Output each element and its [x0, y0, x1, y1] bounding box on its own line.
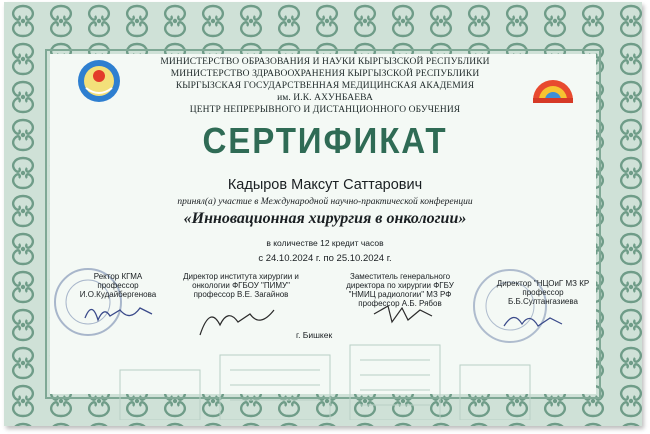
signature-title: Ректор КГМА [93, 272, 143, 281]
header-line-ministry-education: МИНИСТЕРСТВО ОБРАЗОВАНИЯ И НАУКИ КЫРГЫЗСКОЙ РЕСПУБЛИКИ [160, 57, 490, 67]
signature-block-center-director [478, 279, 608, 306]
signature-block-institute-director [166, 272, 316, 299]
header-line-academy-name: им. И.К. АХУНБАЕВА [277, 93, 373, 103]
signature-name: Б.Б.Султангазиева [508, 297, 578, 306]
signature-scribble-sultangazieva [498, 306, 568, 336]
signature-degree: профессор [97, 281, 139, 290]
signature-org: онкологии ФГБОУ "ПИМУ" [192, 281, 290, 290]
signature-org-2: "НМИЦ радиологии" МЗ РФ [348, 290, 452, 299]
header-line-academy: КЫРГЫЗСКАЯ ГОСУДАРСТВЕННАЯ МЕДИЦИНСКАЯ АКАДЕМИЯ [175, 81, 475, 91]
signature-name: профессор В.Е. Загайнов [193, 290, 289, 299]
header-line-center: ЦЕНТР НЕПРЕРЫВНОГО И ДИСТАНЦИОННОГО ОБУЧЕНИЯ [189, 105, 461, 115]
signature-title: Директор института хирургии и [183, 272, 299, 281]
signature-name: И.О.Кудайбергенова [79, 290, 157, 299]
date-range: с 24.10.2024 г. по 25.10.2024 г. [258, 253, 392, 264]
header-line-ministry-health: МИНИСТЕРСТВО ЗДРАВООХРАНЕНИЯ КЫРГЫЗСКОЙ РЕСПУБЛИКИ [170, 69, 480, 79]
signature-org: директора по хирургии ФГБУ [346, 281, 454, 290]
building-illustration [100, 340, 550, 420]
recipient-name: Кадыров Максут Саттарович [227, 177, 423, 193]
city-label: г. Бишкек [296, 330, 333, 340]
signature-scribble-rector [80, 298, 160, 328]
signature-scribble-zagainov [190, 300, 280, 340]
credit-hours: в количестве 12 кредит часов [266, 238, 384, 248]
signature-name: профессор А.Б. Рябов [358, 299, 442, 308]
certificate-title: СЕРТИФИКАТ [202, 120, 448, 161]
conference-title: «Инновационная хирургия в онкологии» [183, 210, 467, 227]
signature-title: Заместитель генерального [349, 272, 451, 281]
signature-block-rector [58, 272, 178, 299]
signature-scribble-ryabov [368, 300, 438, 328]
participation-text: принял(а) участие в Международной научно-практической конференции [177, 197, 473, 207]
signature-title: Директор "НЦОиГ МЗ КР [496, 279, 590, 288]
signature-degree: профессор [522, 288, 564, 297]
